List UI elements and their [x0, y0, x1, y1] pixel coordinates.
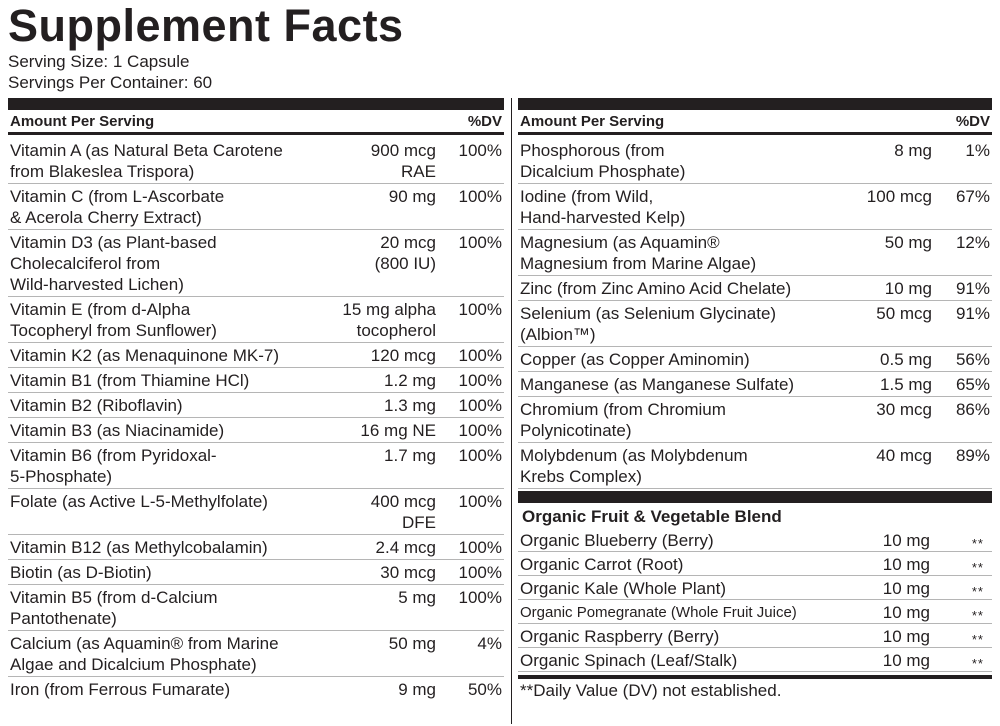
nutrient-name: Vitamin B1 (from Thiamine HCl): [10, 371, 250, 390]
blend-row: [518, 649, 992, 672]
nutrient-row: [518, 443, 992, 489]
nutrient-name: Vitamin C (from L-Ascorbate & Acerola Cherry Extract): [10, 187, 225, 227]
nutrient-name: Iron (from Ferrous Fumarate): [10, 680, 231, 699]
blend-row: [518, 553, 992, 576]
nutrient-name: Vitamin E (from d-Alpha Tocopheryl from Sunflower): [10, 300, 217, 340]
nutrient-name: Organic Kale (Whole Plant): [520, 579, 726, 598]
nutrient-dv: 67%: [955, 187, 990, 206]
nutrient-amount: 90 mg: [388, 187, 436, 206]
nutrient-name: Vitamin B5 (from d-Calcium Pantothenate): [10, 588, 218, 628]
nutrient-name: Calcium (as Aquamin® from Marine Algae and Dicalcium Phosphate): [10, 634, 279, 674]
nutrient-dv: 56%: [955, 350, 990, 369]
blend-title: Organic Fruit & Vegetable Blend: [522, 507, 782, 526]
nutrient-row: [518, 347, 992, 372]
nutrient-dv: 100%: [458, 421, 502, 440]
nutrient-amount: 0.5 mg: [880, 350, 932, 369]
blend-row: [518, 577, 992, 600]
nutrient-row: [8, 393, 504, 418]
nutrient-amount: 1.5 mg: [880, 375, 932, 394]
dv-not-established-mark: **: [971, 560, 984, 575]
serving-size: Serving Size: 1 Capsule: [8, 52, 190, 71]
nutrient-dv: 65%: [955, 375, 990, 394]
nutrient-name: Vitamin B2 (Riboflavin): [10, 396, 183, 415]
dv-not-established-mark: **: [971, 632, 984, 647]
nutrient-amount: 100 mcg: [866, 187, 932, 206]
nutrient-row: [8, 535, 504, 560]
nutrient-name: Folate (as Active L-5-Methylfolate): [10, 492, 268, 511]
nutrient-name: Organic Spinach (Leaf/Stalk): [520, 651, 738, 670]
nutrient-row: [518, 301, 992, 347]
column-header: [518, 112, 992, 135]
nutrient-row: [518, 397, 992, 443]
nutrient-amount: 10 mg: [882, 531, 930, 550]
nutrient-amount: 10 mg: [882, 603, 930, 622]
nutrient-dv: 91%: [955, 279, 990, 298]
nutrient-dv: 100%: [458, 300, 502, 319]
blend-row: [518, 601, 992, 624]
column-divider: [511, 98, 512, 724]
dv-label: %DV: [467, 113, 502, 130]
nutrient-amount: 5 mg: [398, 588, 436, 607]
nutrient-amount: 10 mg: [882, 651, 930, 670]
dv-not-established-mark: **: [971, 584, 984, 599]
nutrient-dv: 91%: [955, 304, 990, 323]
dv-label: %DV: [955, 113, 990, 130]
nutrient-dv: 100%: [458, 588, 502, 607]
nutrient-dv: 89%: [955, 446, 990, 465]
nutrient-amount: 1.2 mg: [384, 371, 436, 390]
nutrient-dv: 100%: [458, 396, 502, 415]
nutrient-amount: 10 mg: [882, 627, 930, 646]
nutrient-name: Copper (as Copper Aminomin): [520, 350, 750, 369]
blend-row: [518, 529, 992, 552]
footnote-rule: [518, 675, 992, 679]
nutrient-amount: 15 mg alpha tocopherol: [342, 300, 436, 340]
nutrient-dv: 86%: [955, 400, 990, 419]
nutrient-name: Zinc (from Zinc Amino Acid Chelate): [520, 279, 792, 298]
right-nutrient-column: [518, 98, 992, 726]
nutrient-amount: 1.7 mg: [384, 446, 436, 465]
nutrient-dv: 100%: [458, 492, 502, 511]
nutrient-name: Vitamin A (as Natural Beta Carotene from Blakeslea Trispora): [10, 141, 283, 181]
nutrient-amount: 16 mg NE: [360, 421, 436, 440]
nutrient-row: [518, 276, 992, 301]
nutrient-row: [8, 297, 504, 343]
nutrient-amount: 1.3 mg: [384, 396, 436, 415]
nutrient-name: Biotin (as D-Biotin): [10, 563, 152, 582]
nutrient-name: Manganese (as Manganese Sulfate): [520, 375, 795, 394]
nutrient-amount: 30 mcg: [380, 563, 436, 582]
nutrient-row: [8, 343, 504, 368]
nutrient-name: Vitamin K2 (as Menaquinone MK-7): [10, 346, 279, 365]
nutrient-amount: 10 mg: [882, 555, 930, 574]
nutrient-row: [518, 184, 992, 230]
nutrient-row: [518, 230, 992, 276]
nutrient-row: [8, 631, 504, 677]
nutrient-dv: 100%: [458, 371, 502, 390]
nutrient-row: [8, 368, 504, 393]
amount-per-serving-label: Amount Per Serving: [10, 113, 155, 130]
nutrient-amount: 50 mcg: [876, 304, 932, 323]
dv-not-established-mark: **: [971, 536, 984, 551]
nutrient-name: Selenium (as Selenium Glycinate) (Albion™): [520, 304, 777, 344]
footnote: **Daily Value (DV) not established.: [520, 681, 782, 700]
nutrient-name: Organic Carrot (Root): [520, 555, 684, 574]
nutrient-name: Vitamin D3 (as Plant-based Cholecalciferol from Wild-harvested Lichen): [10, 233, 217, 294]
nutrient-amount: 9 mg: [398, 680, 436, 699]
nutrient-name: Vitamin B6 (from Pyridoxal- 5-Phosphate): [10, 446, 217, 486]
nutrient-row: [8, 184, 504, 230]
nutrient-row: [8, 443, 504, 489]
nutrient-row: [8, 560, 504, 585]
amount-per-serving-label: Amount Per Serving: [520, 113, 665, 130]
nutrient-amount: 120 mcg: [370, 346, 436, 365]
nutrient-name: Molybdenum (as Molybdenum Krebs Complex): [520, 446, 748, 486]
servings-per-container: Servings Per Container: 60: [8, 73, 213, 92]
nutrient-amount: 900 mcg RAE: [370, 141, 436, 181]
nutrient-amount: 400 mcg DFE: [370, 492, 436, 532]
nutrient-name: Chromium (from Chromium Polynicotinate): [520, 400, 726, 440]
nutrient-name: Organic Raspberry (Berry): [520, 627, 720, 646]
nutrient-amount: 2.4 mcg: [375, 538, 436, 557]
nutrient-dv: 100%: [458, 233, 502, 252]
nutrient-amount: 50 mg: [884, 233, 932, 252]
nutrient-amount: 10 mg: [882, 579, 930, 598]
nutrient-amount: 10 mg: [884, 279, 932, 298]
nutrient-row: [8, 230, 504, 297]
dv-not-established-mark: **: [971, 656, 984, 671]
nutrient-dv: 100%: [458, 346, 502, 365]
dv-not-established-mark: **: [971, 608, 984, 623]
nutrient-name: Vitamin B3 (as Niacinamide): [10, 421, 225, 440]
panel-title: Supplement Facts: [8, 0, 404, 51]
nutrient-name: Phosphorous (from Dicalcium Phosphate): [520, 141, 686, 181]
nutrient-dv: 100%: [458, 187, 502, 206]
nutrient-name: Iodine (from Wild, Hand-harvested Kelp): [520, 187, 686, 227]
nutrient-amount: 20 mcg (800 IU): [374, 233, 436, 273]
nutrient-name: Organic Blueberry (Berry): [520, 531, 714, 550]
nutrient-amount: 50 mg: [388, 634, 436, 653]
nutrient-name: Magnesium (as Aquamin® Magnesium from Marine Algae): [520, 233, 757, 273]
top-rule: [8, 98, 504, 110]
nutrient-dv: 1%: [965, 141, 990, 160]
nutrient-name: Vitamin B12 (as Methylcobalamin): [10, 538, 268, 557]
nutrient-row: [8, 489, 504, 535]
nutrient-amount: 40 mcg: [876, 446, 932, 465]
nutrient-dv: 4%: [477, 634, 502, 653]
blend-row: [518, 625, 992, 648]
nutrient-dv: 50%: [467, 680, 502, 699]
nutrient-dv: 12%: [955, 233, 990, 252]
nutrient-row: [518, 138, 992, 184]
column-header: [8, 112, 504, 135]
nutrient-row: [8, 677, 504, 701]
nutrient-row: [8, 138, 504, 184]
nutrient-name: Organic Pomegranate (Whole Fruit Juice): [520, 604, 797, 621]
left-nutrient-column: [8, 98, 504, 726]
nutrient-row: [8, 585, 504, 631]
nutrient-row: [518, 372, 992, 397]
nutrient-dv: 100%: [458, 446, 502, 465]
nutrient-amount: 30 mcg: [876, 400, 932, 419]
blend-rule: [518, 491, 992, 503]
nutrient-row: [8, 418, 504, 443]
nutrient-amount: 8 mg: [894, 141, 932, 160]
nutrient-dv: 100%: [458, 538, 502, 557]
nutrient-dv: 100%: [458, 141, 502, 160]
top-rule: [518, 98, 992, 110]
nutrient-dv: 100%: [458, 563, 502, 582]
